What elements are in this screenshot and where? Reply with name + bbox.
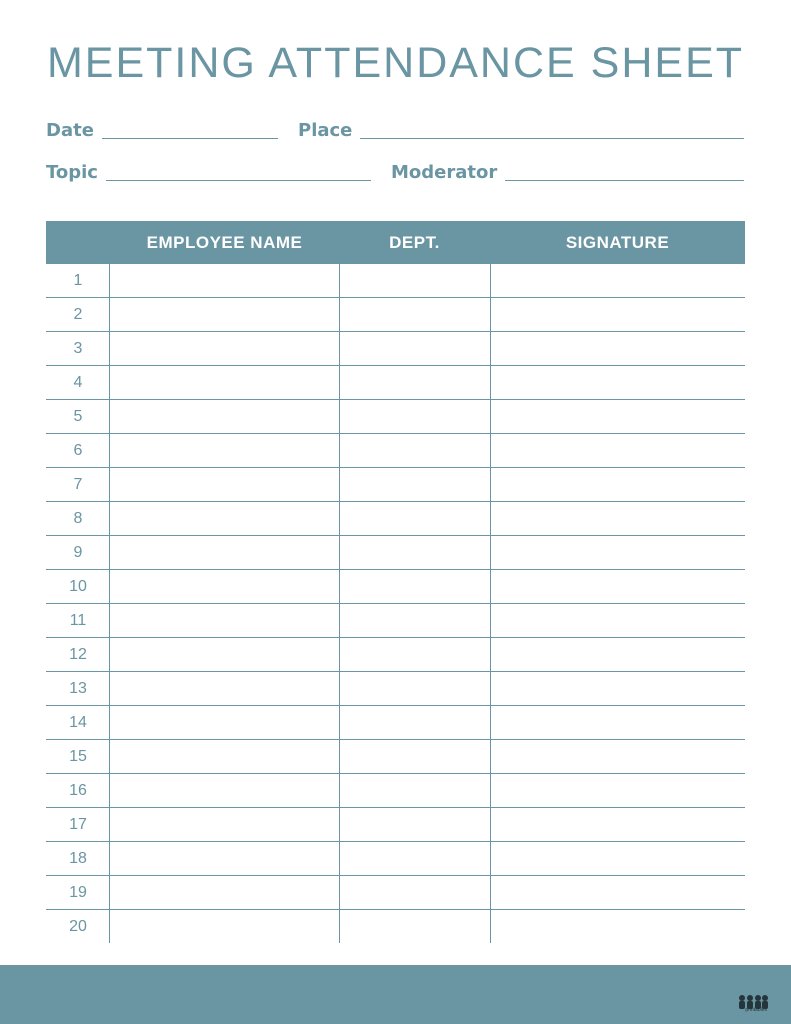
- table-row[interactable]: [46, 502, 745, 536]
- table-row[interactable]: [46, 672, 745, 706]
- page-title: MEETING ATTENDANCE SHEET: [46, 39, 745, 87]
- table-row[interactable]: [46, 876, 745, 910]
- place-field[interactable]: [298, 120, 744, 142]
- row-number: 18: [69, 850, 87, 867]
- row-number: 16: [69, 782, 87, 799]
- row-number: 12: [69, 646, 87, 663]
- table-row[interactable]: [46, 400, 745, 434]
- header-employee-name: EMPLOYEE NAME: [146, 233, 303, 252]
- footer-band: [0, 965, 791, 1024]
- row-number: 9: [73, 544, 83, 561]
- row-number: 13: [69, 680, 87, 697]
- header-signature: SIGNATURE: [565, 233, 670, 252]
- row-number: 1: [73, 272, 83, 289]
- logo-text: printables: [745, 1007, 767, 1013]
- date-field[interactable]: [46, 120, 278, 142]
- table-row[interactable]: [46, 434, 745, 468]
- row-number: 10: [69, 578, 87, 595]
- row-number: 4: [73, 374, 83, 391]
- moderator-field[interactable]: [391, 162, 744, 184]
- moderator-label: Moderator: [391, 162, 498, 183]
- row-number: 11: [69, 612, 87, 629]
- row-number: 7: [73, 476, 83, 493]
- row-number: 3: [73, 340, 83, 357]
- table-row[interactable]: [46, 536, 745, 570]
- topic-field[interactable]: [46, 162, 371, 184]
- table-row[interactable]: [46, 774, 745, 808]
- row-number: 17: [69, 816, 87, 833]
- row-number: 20: [69, 918, 87, 935]
- row-number: 8: [73, 510, 83, 527]
- column-divider: [109, 264, 110, 943]
- table-row[interactable]: [46, 638, 745, 672]
- column-divider: [490, 264, 491, 943]
- table-row[interactable]: [46, 604, 745, 638]
- row-number: 19: [69, 884, 87, 901]
- date-input-line[interactable]: [102, 138, 278, 139]
- table-row[interactable]: [46, 332, 745, 366]
- table-row[interactable]: [46, 298, 745, 332]
- table-header: [46, 221, 745, 264]
- place-input-line[interactable]: [360, 138, 744, 139]
- topic-input-line[interactable]: [106, 180, 371, 181]
- topic-label: Topic: [46, 162, 98, 183]
- moderator-input-line[interactable]: [505, 180, 744, 181]
- table-row[interactable]: [46, 366, 745, 400]
- table-row[interactable]: [46, 808, 745, 842]
- header-dept: DEPT.: [389, 233, 440, 252]
- row-number: 6: [73, 442, 83, 459]
- table-row[interactable]: [46, 740, 745, 774]
- date-label: Date: [46, 120, 94, 141]
- table-row[interactable]: [46, 264, 745, 298]
- row-number: 2: [73, 306, 83, 323]
- table-row[interactable]: [46, 842, 745, 876]
- column-divider: [339, 264, 340, 943]
- place-label: Place: [298, 120, 353, 141]
- table-row[interactable]: [46, 706, 745, 740]
- row-number: 5: [73, 408, 83, 425]
- row-number: 15: [69, 748, 87, 765]
- table-row[interactable]: [46, 910, 745, 944]
- table-row[interactable]: [46, 570, 745, 604]
- table-row[interactable]: [46, 468, 745, 502]
- row-number: 14: [69, 714, 87, 731]
